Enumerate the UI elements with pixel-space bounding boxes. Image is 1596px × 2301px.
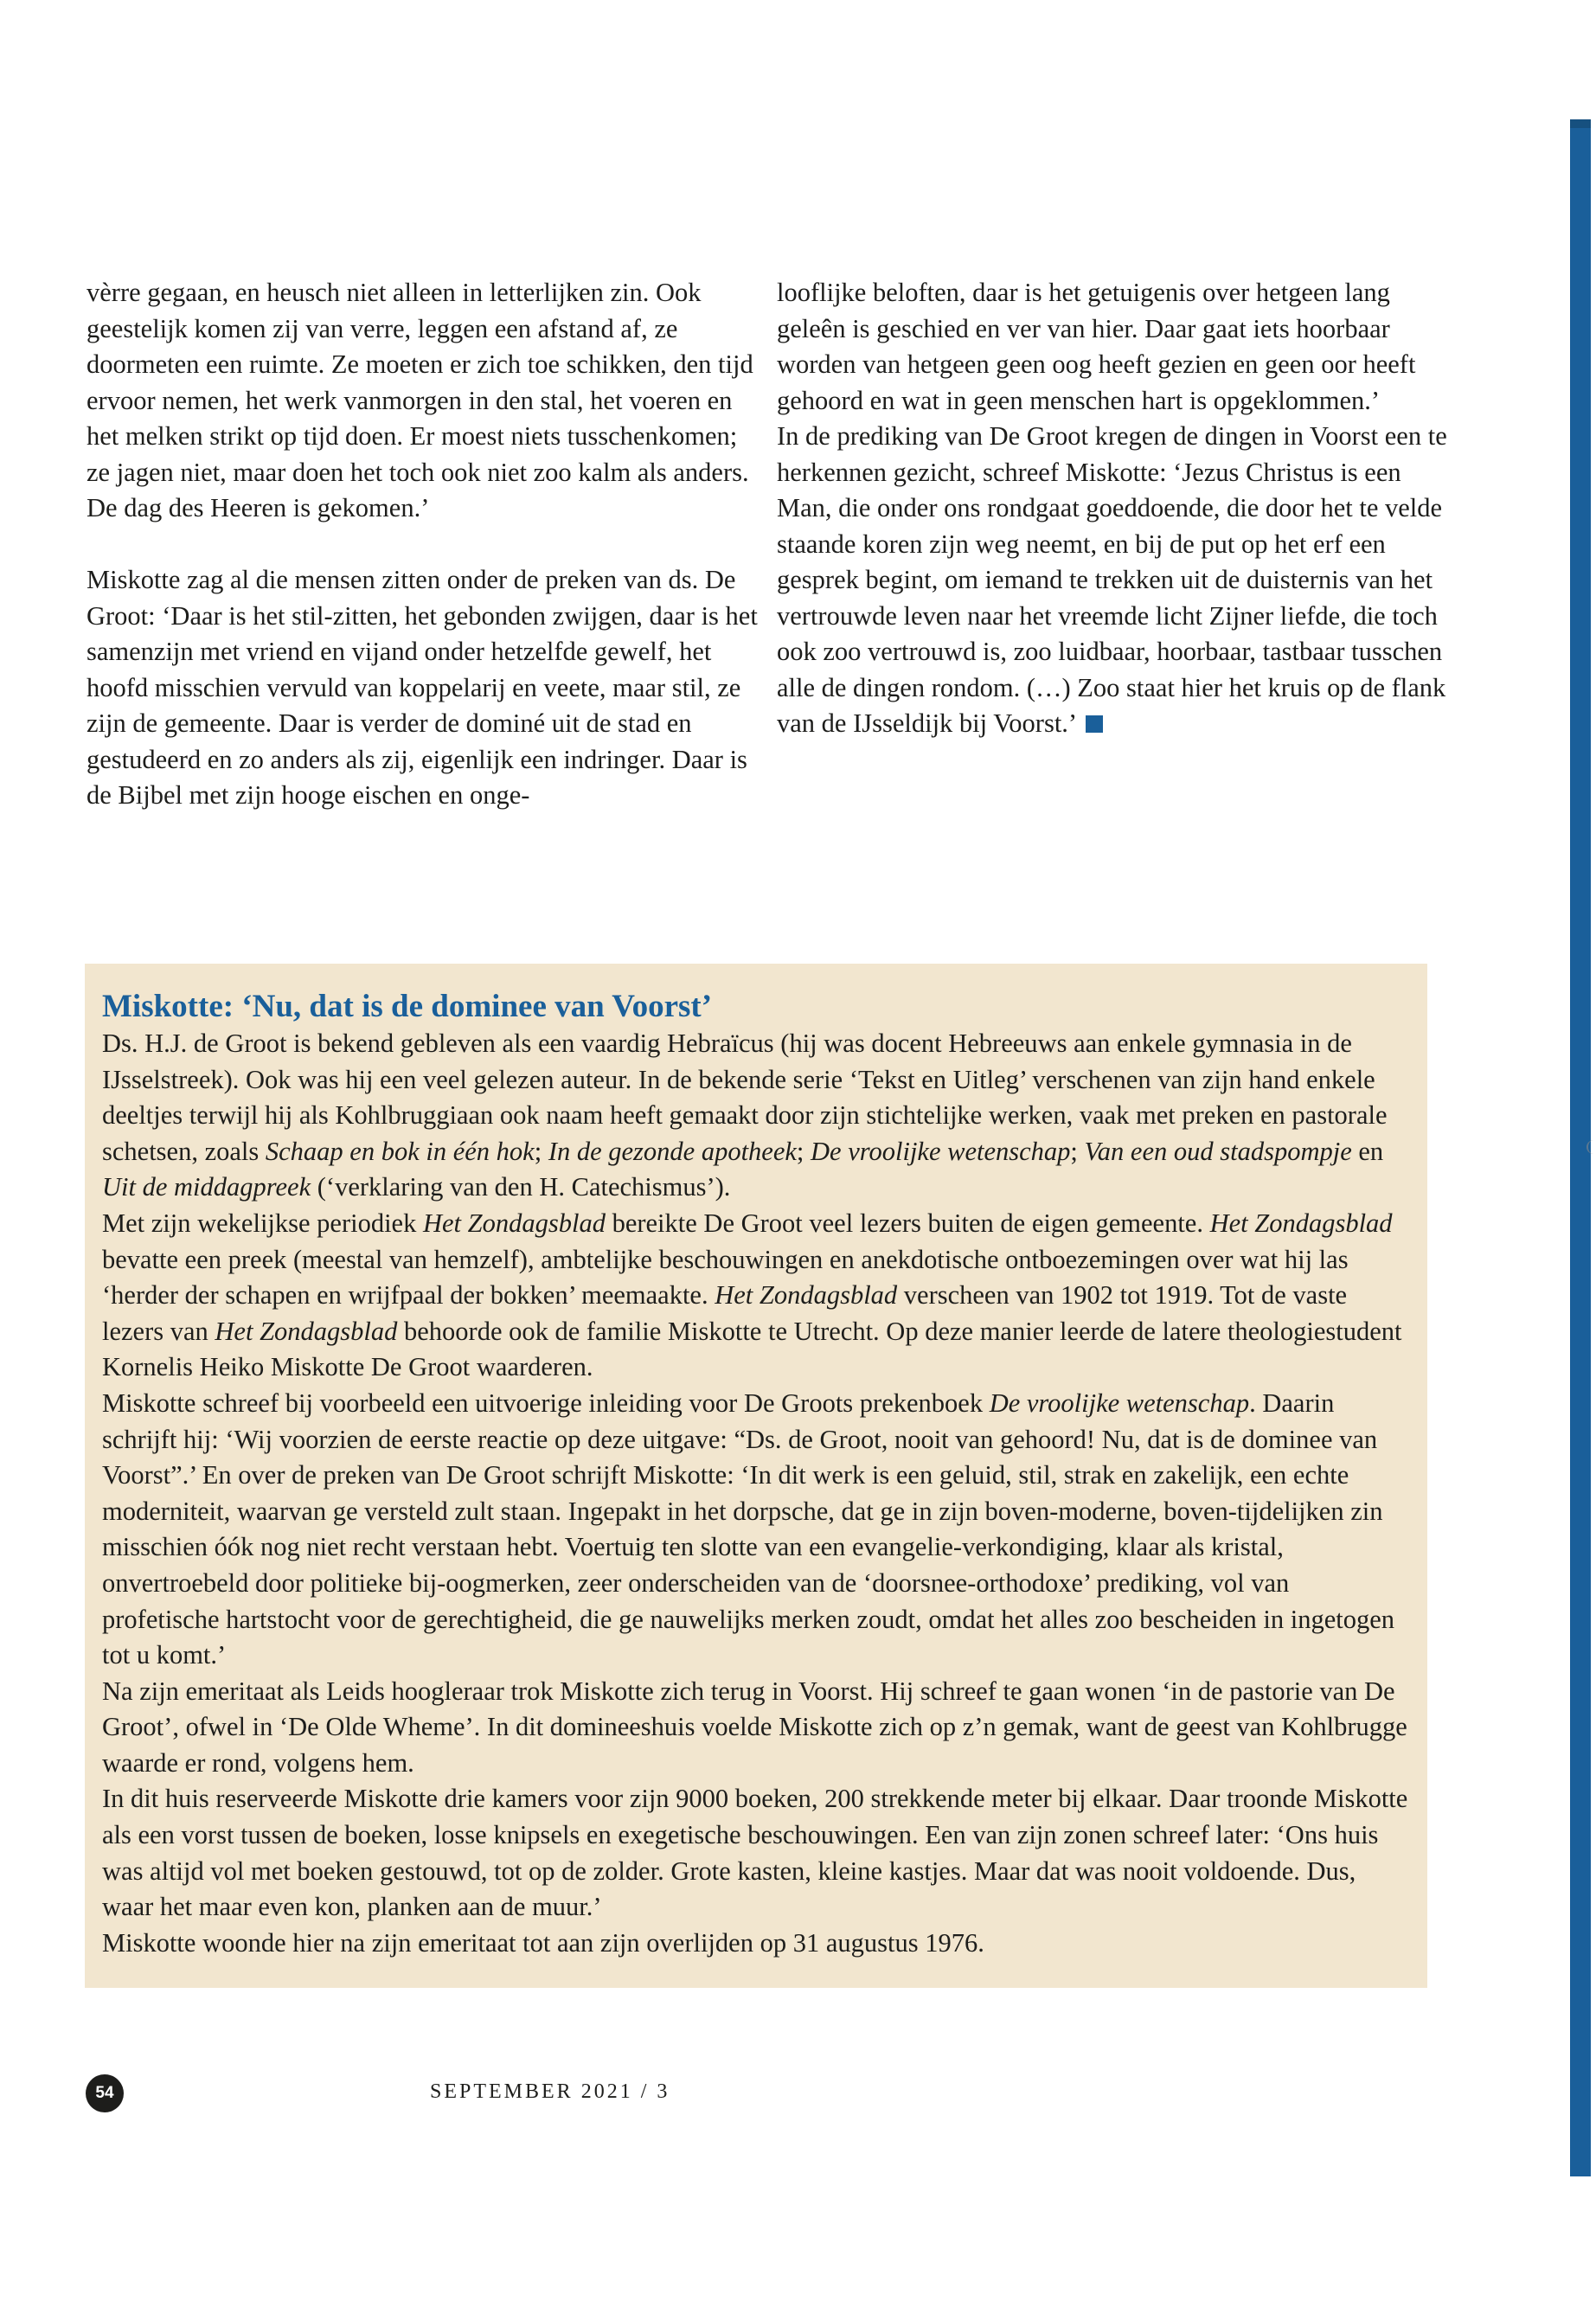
box-paragraph-2 (102, 1206, 1410, 1386)
box-p1-text-6: (‘verklaring van den H. Catechismus’). (311, 1172, 731, 1202)
box-p2-text-4: verscheen van 1902 tot 1919. Tot de vaste lezers van (102, 1280, 1348, 1346)
side-accent-bar (1570, 128, 1591, 2176)
right-paragraph-1: looflijke beloften, daar is het getuigenis over hetgeen lang geleên is geschied en ver van hier. Daar gaat iets hoorbaar worden van hetgeen geen oog heeft gezien en geen oor heeft gehoord en wat in geen menschen hart is opgeklommen.’ (777, 278, 1416, 415)
book-title-wetenschap: De vroolijke wetenschap (811, 1136, 1071, 1166)
box-p2-text-5: behoorde ook de familie Miskotte te Utrecht. Op deze manier leerde de latere theologiestudent Kornelis Heiko Miskotte De Groot waarderen. (102, 1316, 1402, 1382)
box-p1-text-1: Ds. H.J. de Groot is bekend gebleven als een vaardig Hebraïcus (hij was docent Hebreeuws aan enkele gymnasia in de IJsselstreek). Ook was hij een veel gelezen auteur. In de bekende serie ‘Tekst en Uitleg’ verschenen van zijn hand enkele deeltjes terwijl hij als Kohlbruggiaan ook naam heeft gemaakt door zijn stichtelijke werken, vaak met preken en pastorale schetsen, zoals (102, 1029, 1388, 1166)
box-title: Miskotte: ‘Nu, dat is de dominee van Voorst’ (102, 989, 713, 1024)
book-title-wetenschap: De vroolijke wetenschap (989, 1388, 1250, 1418)
box-paragraph-4: Na zijn emeritaat als Leids hoogleraar trok Miskotte zich terug in Voorst. Hij schreef te gaan wonen ‘in de pastorie van De Groot’, ofwel in ‘De Olde Wheme’. In dit domineeshuis voelde Miskotte zich op z’n gemak, want de geest van Kohlbrugge waarde er rond, volgens hem. (102, 1676, 1407, 1778)
page-number-badge: 54 (86, 2074, 124, 2112)
book-title-middagpreek: Uit de middagpreek (102, 1172, 311, 1202)
periodical-title: Het Zondagsblad (715, 1280, 898, 1311)
article-column-left (87, 275, 761, 814)
box-p2-text-3: bevatte een preek (meestal van hemzelf), ambtelijke beschouwingen en anekdotische ontboezemingen over wat hij las ‘herder der schapen en wrijfpaal der bokken’ meemaakte. (102, 1244, 1349, 1311)
box-paragraph-1 (102, 1026, 1410, 1206)
box-p2-text-1: Met zijn wekelijkse periodiek (102, 1208, 423, 1238)
book-title-apotheek: In de gezonde apotheek (548, 1136, 797, 1166)
periodical-title: Het Zondagsblad (1209, 1208, 1393, 1238)
box-p1-text-3: ; (796, 1136, 811, 1166)
box-p1-text-5: en (1351, 1136, 1384, 1166)
article-column-right (777, 275, 1452, 742)
sidebar-box (85, 964, 1427, 1988)
end-of-article-square-icon (1086, 715, 1103, 733)
periodical-title: Het Zondagsblad (422, 1208, 606, 1238)
side-bar-cap (1570, 119, 1591, 128)
book-title-schaap: Schaap en bok in één hok (265, 1136, 535, 1166)
box-p3-text-1: Miskotte schreef bij voorbeeld een uitvoerige inleiding voor De Groots prekenboek (102, 1388, 990, 1418)
left-paragraph-2: Miskotte zag al die mensen zitten onder de preken van ds. De Groot: ‘Daar is het stil-zitten, het gebonden zwijgen, daar is het samenzijn met vriend en vijand onder hetzelfde gewelf, het hoofd misschien vervuld van koppelarij en veete, maar stil, ze zijn de gemeente. Daar is verder de dominé uit de stad en gestudeerd en zo anders als zij, eigenlijk een indringer. Daar is de Bijbel met zijn hooge eischen en onge- (87, 565, 758, 810)
periodical-title: Het Zondagsblad (215, 1316, 398, 1346)
box-p2-text-2: bereikte De Groot veel lezers buiten de eigen gemeente. (605, 1208, 1210, 1238)
box-paragraph-3 (102, 1386, 1410, 1674)
box-body (102, 1026, 1410, 1961)
fold-mark (1586, 1140, 1596, 1154)
box-p3-text-2: . Daarin schrijft hij: ‘Wij voorzien de eerste reactie op deze uitgave: “Ds. de Groot, nooit van gehoord! Nu, dat is de dominee van Voorst”.’ En over de preken van De Groot schrijft Miskotte: ‘In dit werk is een geluid, stil, strak en zakelijk, een echte moderniteit, waarvan ge versteld zult staan. Ingepakt in het dorpsche, dat ge in zijn boven-moderne, boven-tijdelijken zin misschien óók nog niet recht verstaan hebt. Voertuig ten slotte van een evangelie-verkondiging, klaar als kristal, onvertroebeld door politieke bij-oogmerken, zeer onderscheiden van de ‘doorsnee-orthodoxe’ prediking, vol van profetische hartstocht voor de gerechtigheid, die ge nauwelijks merken zoudt, omdat het alles zoo bescheiden in ingetogen tot u komt.’ (102, 1388, 1395, 1670)
issue-label: SEPTEMBER 2021 / 3 (430, 2080, 670, 2103)
right-paragraph-2-text: In de prediking van De Groot kregen de dingen in Voorst een te herkennen gezicht, schreef Miskotte: ‘Jezus Christus is een Man, die onder ons rondgaat goeddoende, die door het te velde staande koren zijn weg neemt, en bij de put op het erf een gesprek begint, om iemand te trekken uit de duisternis van het vertrouwde leven naar het vreemde licht Zijner liefde, die toch ook zoo vertrouwd is, zoo luidbaar, hoorbaar, tastbaar tusschen alle de dingen rondom. (…) Zoo staat hier het kruis op de flank van de IJsseldijk bij Voorst.’ (777, 421, 1447, 738)
box-p1-text-4: ; (1070, 1136, 1085, 1166)
book-title-stadspompje: Van een oud stadspompje (1084, 1136, 1352, 1166)
box-paragraph-5: In dit huis reserveerde Miskotte drie kamers voor zijn 9000 boeken, 200 strekkende meter bij elkaar. Daar troonde Miskotte als een vorst tussen de boeken, losse knipsels en exegetische beschouwingen. Een van zijn zonen schreef later: ‘Ons huis was altijd vol met boeken gestouwd, tot op de zolder. Grote kasten, kleine kastjes. Maar dat was nooit voldoende. Dus, waar het maar even kon, planken aan de muur.’ (102, 1784, 1408, 1922)
right-paragraph-2 (777, 419, 1452, 742)
left-paragraph-1: vèrre gegaan, en heusch niet alleen in letterlijken zin. Ook geestelijk komen zij van verre, leggen een afstand af, ze doormeten een ruimte. Ze moeten er zich toe schikken, den tijd ervoor nemen, het werk vanmorgen in den stal, het voeren en het melken strikt op tijd doen. Er moest niets tusschenkomen; ze jagen niet, maar doen het toch ook niet zoo kalm als anders. De dag des Heeren is gekomen.’ (87, 278, 753, 522)
box-p1-text-2: ; (534, 1136, 548, 1166)
box-paragraph-6: Miskotte woonde hier na zijn emeritaat tot aan zijn overlijden op 31 augustus 1976. (102, 1927, 984, 1958)
